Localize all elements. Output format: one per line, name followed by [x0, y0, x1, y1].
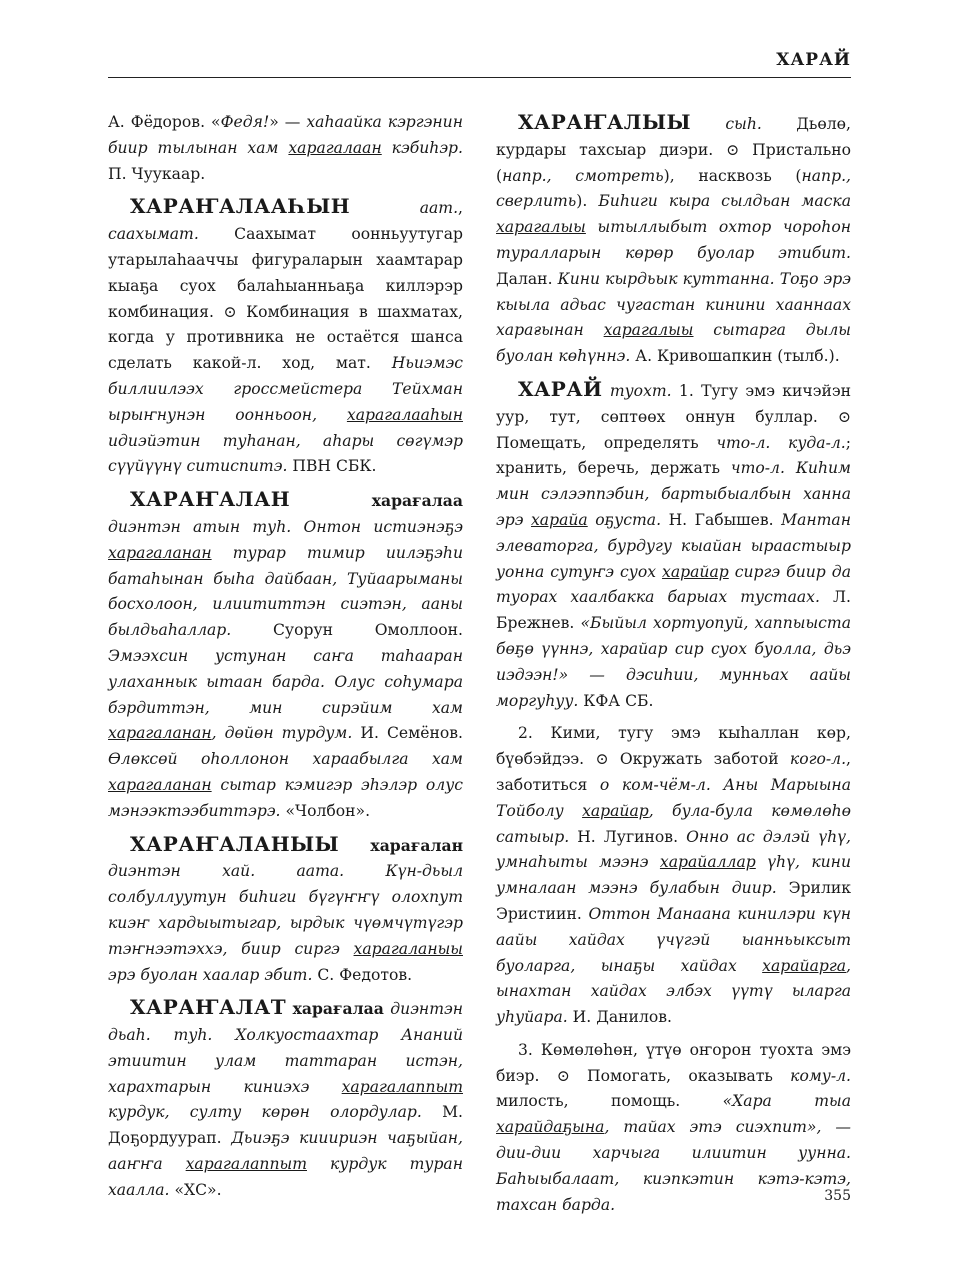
headword: ХАРАҤАЛАНЫЫ: [130, 831, 340, 856]
entry-haragalan: ХАРАҤАЛАН харағалаа диэнтэн атын туһ. Онтон истиэнэҕэ харагаланан турар тимир иилэҕэһи батаһынан быһа дайбаан, Туйаарыманы босхолоон, илиититтэн сиэтэн, ааны былдьаһаллар. Суорун Омоллоон. Эмээхсин устунан саҥа таһааран улаханнык ытаан барда. Олус соһумара бэрдиттэн, мин сирэйим хам харагаланан, дөйөн турдум. И. Семёнов. Өлөксөй оһоллонон хараабылга хам харагаланан сытар кэмигэр эһэлэр олус мэнээктээбиттэрэ. «Чолбон».: [108, 487, 464, 820]
entry-haray: ХАРАЙ туохт. 1. Тугу эмэ кичэйэн уур, тут, сөптөөх оннун буллар. ⊙ Помещать, определять что-л. куда-л.; хранить, беречь, держать что-л. Киһим мин сэлээппэбин, бартыбыалбын ханна эрэ харайа оҕуста. Н. Габышев. Мантан элеваторга, бурдугу кыайан ыраастыыр уонна сутуҥэ суох харайар сиргэ биир да туорах хаалбакка барыах тустаах. Л. Брежнев. «Быйыл хортуопуй, хаппыыста бөҕө үүннэ, харайар сир суох буолла, дьэ иэдээн!» — дэсиһии, мунньах аайы моргуһуу. КФА СБ.: [496, 376, 852, 710]
sense-2: 2. Кими, тугу эмэ кыһаллан көр, бүөбэйдээ. ⊙ Окружать заботой кого-л., заботиться о ком-чём-л. Аны Марыына Тойболу харайар, була-була көмөлөһө сатыыр. Н. Лугинов. Онно ас дэлэй үһү, умнаһыты мээнэ харайаллар үһү, кини умналаан мээнэ булабын диир. Эрилик Эристиин. Оттон Манаана кинилэри күн аайы хайдах үчүгэй ыанньыксыт буоларга, ынаҕы хайдах харайарга, ынахтан хайдах элбэх үүтү ыларга уһуйара. И. Данилов.: [496, 724, 852, 1027]
left-column: [108, 110, 463, 1211]
header-rule: [108, 77, 851, 78]
entry-haragalyy: ХАРАҤАЛЫЫ сыһ. Дьөлө, курдары тахсыар диэри. ⊙ Пристально (напр., смотреть), насквозь (напр., сверлить). Биһиги кыра сылдьан маска харагалыы ытыллыбыт охтор чороһон туралларын көрөр буолар этибит. Далан. Кини кырдьык куттанна. Тоҕо эрэ кыыла адьас чугастан кинини хааннаах харағынан харагалыы сытарга дылы буолан көһүннэ. А. Кривошапкин (тылб.).: [496, 110, 852, 366]
sense-3: 3. Көмөлөһөн, үтүө оҥорон туохта эмэ биэр. ⊙ Помогать, оказывать кому-л. милость, помощь. «Хара тыа харайдаҕына, тайах этэ сиэхпит», — дии-дии харчыга илиитин уунна. Баһыыбалаат, киэпкэтин кэтэ-кэтэ, тахсан барда.: [496, 1040, 852, 1214]
headword: ХАРАҤАЛАН: [130, 487, 291, 512]
entry-haragalat: ХАРАҤАЛАТ харағалаа диэнтэн дьаһ. туһ. Холкуостаахтар Ананий этиитин улам таттаран истэн, харахтарын киниэхэ харагалаппыт курдук, султу көрөн олордулар. М. Доҕордуурап. Дьиэҕэ кииириэн чаҕыйан, ааҥҥа харагалаппыт курдук туран хаалла. «ХС».: [108, 995, 463, 1199]
right-column: [496, 110, 851, 1225]
headword: ХАРАҤАЛАТ: [130, 995, 287, 1020]
headword: ХАРАҤАЛААҺЫН: [130, 194, 351, 219]
headword: ХАРАЙ: [518, 376, 603, 401]
entry-haragalaahyn: ХАРАҤАЛААҺЫН аат., саахымат. Саахымат оонньуутугар утарылаһааччы фигураларын хаамтарар кыаҕа суох балаһыанньаҕа киллэрэр комбинация. ⊙ Комбинация в шахматах, когда у противника не остаётся шанса сделать какой-л. ход, мат. Ньиэмэс биллиилээх гроссмейстера Тейхман ырыҥнунэн оонньоон, харагалааһын идиэйэтин туһанан, аһары сөгүмэр сүүйүүнү ситиспитэ. ПВН СБК.: [108, 194, 463, 476]
entry-continuation: А. Фёдоров. «Федя!» — хаһаайка кэргэнин биир тылынан хам харагалаан кэбиһэр. П. Чуукаар.: [108, 113, 463, 183]
headword: ХАРАҤАЛЫЫ: [518, 110, 692, 134]
page-number: 355: [824, 1188, 851, 1204]
running-head: ХАРАЙ: [776, 50, 851, 70]
entry-haragalanyy: ХАРАҤАЛАНЫЫ харағалан диэнтэн хай. аата. Күн-дьыл солбуллуутун биһиги бүгүҥҥү олохпут киэҥ хардыытыгар, ырдык чүөмчүтүгэр тэҥнээтэххэ, биир сиргэ харагаланыы эрэ буолан хаалар эбит. С. Федотов.: [108, 831, 463, 984]
